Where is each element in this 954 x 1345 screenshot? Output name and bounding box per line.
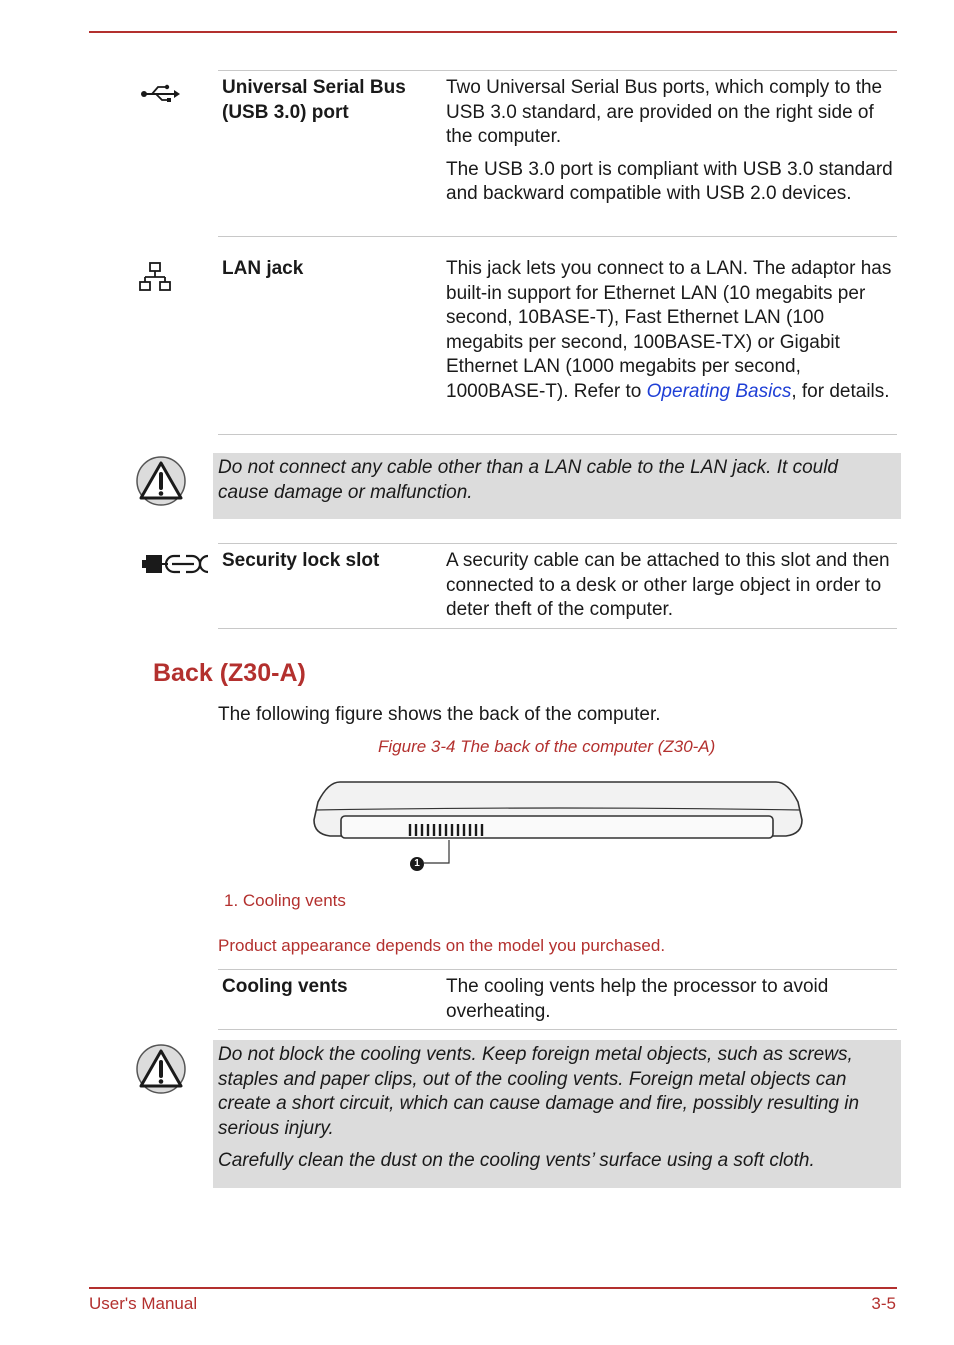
laptop-back-figure [310, 776, 806, 876]
usb-desc [446, 76, 896, 215]
security-lock-icon [142, 552, 210, 576]
usb-desc-para1: Two Universal Serial Bus ports, which comply to the USB 3.0 standard, are provided on the right side of the computer. [446, 77, 883, 147]
usb-term [222, 76, 437, 125]
warning-box-vents [213, 1040, 901, 1188]
callout-number: 1 [414, 858, 420, 869]
lan-desc-para [446, 257, 896, 404]
usb-term-line2: (USB 3.0) port [222, 101, 349, 123]
security-row [218, 543, 897, 629]
usb-desc-para2: The USB 3.0 port is compliant with USB 3.0 standard and backward compatible with USB 2.0 devices. [446, 158, 893, 204]
security-desc-para: A security cable can be attached to this slot and then connected to a desk or other large object in order to deter theft of the computer. [446, 550, 890, 620]
cooling-vents-desc-para: The cooling vents help the processor to avoid overheating. [446, 976, 829, 1022]
warning-text-vents-1: Do not block the cooling vents. Keep foreign metal objects, such as screws, staples and paper clips, out of the cooling vents. Foreign metal objects can create a short circuit, which can cause damage and fire, possibly resulting in serious injury. [218, 1044, 860, 1139]
lan-desc-tail: , for details. [791, 380, 890, 402]
footer-rule [89, 1287, 897, 1289]
warning-icon [136, 456, 186, 506]
figure-caption: Figure 3-4 The back of the computer (Z30-A) [378, 737, 716, 756]
security-term: Security lock slot [222, 550, 380, 571]
appearance-note: Product appearance depends on the model you purchased. [218, 936, 666, 955]
lan-desc-text: This jack lets you connect to a LAN. The adaptor has built-in support for Ethernet LAN (10 megabits per second, 10BASE-T), Fast Ethernet LAN (100 megabits per second, 100BASE-TX) or Gigabit Ethernet LAN (1000 megabits per second, 1000BASE-T). Refer to [446, 258, 892, 402]
lan-desc [446, 257, 896, 412]
security-desc [446, 549, 896, 631]
warning-icon [136, 1044, 186, 1094]
usb-term-line1: Universal Serial Bus [222, 77, 406, 98]
cooling-vents-desc [446, 975, 896, 1032]
footer-page-number: 3-5 [871, 1294, 896, 1313]
usb-icon [140, 82, 180, 106]
figure-legend: 1. Cooling vents [224, 891, 346, 910]
footer-manual-title: User's Manual [89, 1294, 198, 1313]
operating-basics-link[interactable]: Operating Basics [646, 380, 792, 402]
warning-text-lan: Do not connect any cable other than a LAN cable to the LAN jack. It could cause damage or malfunction. [218, 457, 838, 503]
header-rule [89, 31, 897, 33]
cooling-vents-row [218, 969, 897, 1030]
lan-term: LAN jack [222, 258, 304, 279]
lan-icon [139, 262, 172, 292]
section-intro: The following figure shows the back of the computer. [218, 704, 661, 725]
warning-text-vents-2: Carefully clean the dust on the cooling vents’ surface using a soft cloth. [218, 1150, 815, 1171]
section-heading: Back (Z30-A) [153, 659, 306, 687]
usb-row [218, 70, 897, 237]
cooling-vents-term: Cooling vents [222, 976, 348, 997]
lan-row [218, 236, 897, 435]
warning-box-lan [213, 453, 901, 519]
